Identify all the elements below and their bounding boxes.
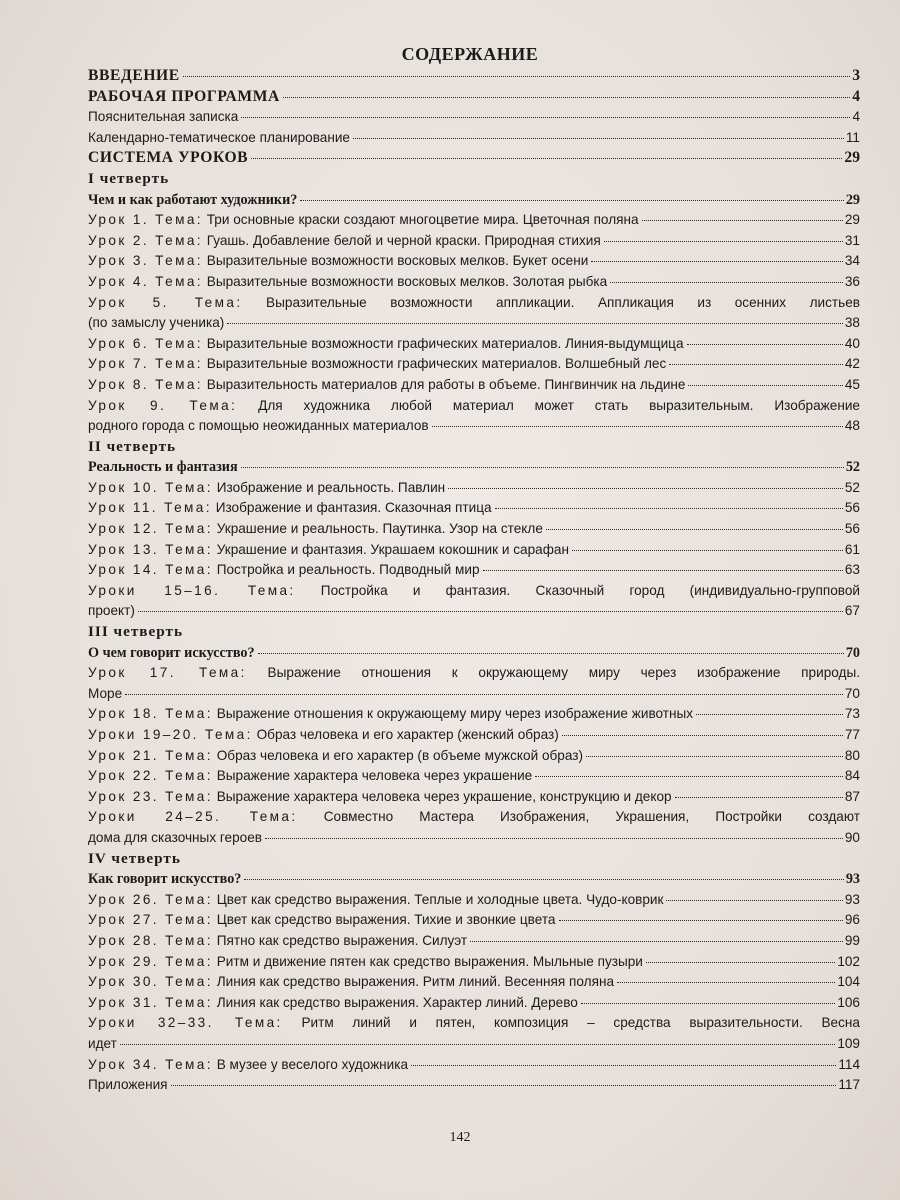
dot-leader — [572, 546, 843, 551]
entry-title: ВВЕДЕНИЕ — [88, 67, 180, 84]
toc-entry — [88, 66, 860, 87]
entry-continuation: проект) — [88, 603, 135, 619]
toc-entry-lesson — [88, 519, 860, 540]
dot-leader — [688, 381, 842, 386]
dot-leader — [241, 113, 850, 118]
dot-leader — [138, 607, 843, 612]
dot-leader — [696, 710, 843, 715]
lesson-title: Для художника любой материал может стать выразительным. Изображение — [258, 397, 860, 413]
entry-title: Как говорит искусство? — [88, 871, 242, 888]
page-ref: 93 — [845, 871, 860, 888]
page-ref: 45 — [844, 376, 860, 392]
lesson-title: Выразительные возможности восковых мелков. Золотая рыбка — [206, 273, 608, 289]
entry-continuation: дома для сказочных героев — [88, 829, 263, 845]
page-title: СОДЕРЖАНИЕ — [401, 44, 539, 64]
page-ref: 70 — [845, 644, 860, 661]
lesson-line — [88, 478, 445, 499]
dot-leader — [675, 793, 843, 798]
toc-entry — [88, 87, 860, 108]
dot-leader — [617, 978, 835, 983]
page-ref: 73 — [844, 706, 860, 722]
dot-leader — [495, 504, 843, 509]
lesson-label: Урок 7. Тема: — [88, 356, 203, 372]
page-ref: 114 — [838, 1056, 860, 1072]
lesson-title: Цвет как средство выражения. Тихие и звонкие цвета — [216, 912, 556, 928]
page-ref: 3 — [852, 67, 860, 84]
entry-title: Чем и как работают художники? — [88, 191, 298, 208]
dot-leader — [483, 566, 843, 571]
lesson-title: Украшение и фантазия. Украшаем кокошник и сарафан — [216, 541, 569, 557]
lesson-line — [88, 498, 492, 519]
lesson-title: Пятно как средство выражения. Силуэт — [216, 932, 468, 948]
lesson-title: Гуашь. Добавление белой и черной краски. Природная стихия — [206, 232, 601, 248]
section-heading — [88, 869, 860, 890]
dot-leader — [244, 875, 843, 880]
page-ref: 4 — [852, 87, 860, 105]
lesson-title: Постройка и реальность. Подводный мир — [216, 562, 480, 578]
lesson-label: Урок 28. Тема: — [88, 932, 213, 948]
entry-title: Реальность и фантазия — [88, 459, 238, 476]
lesson-label: Урок 6. Тема: — [88, 335, 203, 351]
entry-first-line — [88, 581, 860, 602]
lesson-label: Урок 4. Тема: — [88, 273, 203, 289]
dot-leader — [258, 649, 844, 654]
lesson-title: Выражение характера человека через украшение, конструкцию и декор — [216, 788, 672, 804]
toc-entry-lesson — [88, 766, 860, 787]
dot-leader — [183, 72, 850, 77]
page-ref: 117 — [838, 1077, 860, 1093]
quarter-heading: III четверть — [88, 623, 183, 641]
toc-entry-lesson — [88, 375, 860, 396]
toc-entry-lesson — [88, 1055, 860, 1076]
lesson-label: Урок 13. Тема: — [88, 541, 213, 557]
page-ref: 99 — [844, 932, 860, 948]
lesson-line — [88, 725, 559, 746]
entry-title: РАБОЧАЯ ПРОГРАММА — [88, 87, 280, 105]
lesson-title: Образ человека и его характер (женский образ) — [256, 727, 559, 742]
lesson-title: Линия как средство выражения. Характер линий. Дерево — [216, 994, 578, 1010]
lesson-line — [88, 540, 569, 561]
page-ref: 106 — [837, 994, 860, 1010]
entry-first-line — [88, 1013, 860, 1034]
page-ref: 4 — [852, 109, 860, 125]
entry-continuation: родного города с помощью неожиданных материалов — [88, 418, 429, 434]
lesson-line — [88, 210, 639, 231]
lesson-label: Урок 22. Тема: — [88, 768, 213, 784]
page-ref: 34 — [844, 253, 860, 269]
lesson-line — [88, 787, 672, 808]
page-ref: 38 — [844, 315, 860, 331]
toc-entry-lesson — [88, 540, 860, 561]
dot-leader — [586, 752, 843, 757]
page-ref: 84 — [844, 768, 860, 784]
entry-first-line — [88, 807, 860, 828]
toc-entry-lesson — [88, 931, 860, 952]
toc-entry-lesson — [88, 498, 860, 519]
toc-entry-lesson — [88, 231, 860, 252]
lesson-title: Выразительные возможности аппликации. Аппликация из осенних листьев — [266, 294, 860, 310]
lesson-title: Постройка и фантазия. Сказочный город (индивидуально-групповой — [320, 582, 860, 598]
section-heading — [88, 190, 860, 211]
page-ref: 11 — [845, 129, 860, 145]
section-heading — [88, 643, 860, 664]
dot-leader — [227, 319, 843, 324]
lesson-label: Урок 8. Тема: — [88, 376, 203, 392]
page-ref: 109 — [837, 1035, 860, 1051]
dot-leader — [666, 896, 842, 901]
lesson-label: Урок 27. Тема: — [88, 912, 213, 928]
lesson-label: Урок 2. Тема: — [88, 232, 203, 248]
page-ref: 29 — [845, 191, 860, 208]
entry-title: Календарно-тематическое планирование — [88, 129, 350, 145]
dot-leader — [171, 1081, 837, 1086]
page-ref: 67 — [844, 603, 860, 619]
page-ref: 48 — [844, 418, 860, 434]
dot-leader — [604, 237, 843, 242]
entry-first-line — [88, 293, 860, 314]
dot-leader — [562, 731, 843, 736]
lesson-title: Выражение характера человека через украшение — [216, 768, 533, 784]
toc-entry-lesson — [88, 581, 860, 622]
dot-leader — [120, 1040, 835, 1045]
lesson-label: Урок 10. Тема: — [88, 479, 213, 495]
page-ref: 61 — [844, 541, 860, 557]
dot-leader — [251, 154, 842, 159]
page-ref: 56 — [844, 521, 860, 537]
lesson-title: Три основные краски создают многоцветие мира. Цветочная поляна — [206, 212, 639, 228]
lesson-line — [88, 746, 583, 767]
dot-leader — [411, 1061, 836, 1066]
lesson-title: Изображение и фантазия. Сказочная птица — [215, 500, 492, 516]
page-ref: 40 — [844, 335, 860, 351]
page-ref: 77 — [844, 727, 860, 742]
lesson-title: Выражение отношения к окружающему миру через изображение животных — [216, 706, 694, 722]
dot-leader — [687, 340, 843, 345]
entry-continuation: Море — [88, 685, 123, 701]
lesson-title: Выражение отношения к окружающему миру через изображение природы. — [267, 665, 860, 681]
dot-leader — [470, 937, 843, 942]
lesson-title: Цвет как средство выражения. Теплые и холодные цвета. Чудо-коврик — [216, 891, 664, 907]
page-ref: 31 — [844, 232, 860, 248]
dot-leader — [610, 278, 843, 283]
dot-leader — [546, 525, 843, 530]
lesson-label: Урок 31. Тема: — [88, 994, 213, 1010]
toc-entry-lesson — [88, 334, 860, 355]
lesson-line — [88, 890, 663, 911]
dot-leader — [265, 834, 843, 839]
toc-entry-lesson — [88, 746, 860, 767]
lesson-title: Совместно Мастера Изображения, Украшения, Постройки создают — [323, 809, 860, 825]
dot-leader — [646, 958, 835, 963]
lesson-line — [88, 910, 556, 931]
page-ref: 102 — [837, 953, 860, 969]
toc-entry-lesson — [88, 807, 860, 848]
entry-title: СИСТЕМА УРОКОВ — [88, 149, 249, 167]
lesson-label: Урок 14. Тема: — [88, 562, 213, 578]
page-ref: 52 — [844, 479, 860, 495]
page-ref: 42 — [844, 356, 860, 372]
dot-leader — [581, 999, 835, 1004]
lesson-label: Урок 30. Тема: — [88, 974, 213, 990]
dot-leader — [241, 463, 844, 468]
lesson-line — [88, 272, 607, 293]
lesson-title: В музее у веселого художника — [216, 1056, 409, 1072]
entry-title: О чем говорит искусство? — [88, 644, 255, 661]
toc-entry — [88, 107, 860, 128]
toc-entry-lesson — [88, 663, 860, 704]
lesson-label: Урок 5. Тема: — [88, 294, 243, 310]
lesson-title: Украшение и реальность. Паутинка. Узор на стекле — [216, 521, 543, 537]
lesson-label: Урок 18. Тема: — [88, 706, 213, 722]
toc-entry-lesson — [88, 704, 860, 725]
lesson-line — [88, 952, 643, 973]
page-ref: 90 — [844, 829, 860, 845]
lesson-label: Урок 3. Тема: — [88, 253, 203, 269]
lesson-label: Урок 34. Тема: — [88, 1056, 213, 1072]
lesson-line — [88, 375, 685, 396]
dot-leader — [353, 134, 844, 139]
page-ref: 29 — [844, 212, 860, 228]
lesson-label: Урок 11. Тема: — [88, 500, 212, 516]
page-ref: 87 — [844, 788, 860, 804]
toc-entry — [88, 128, 860, 149]
toc-entry-lesson — [88, 396, 860, 437]
page-ref: 93 — [844, 891, 860, 907]
page-ref: 52 — [845, 459, 860, 476]
dot-leader — [535, 772, 843, 777]
lesson-line — [88, 354, 666, 375]
entry-title: Пояснительная записка — [88, 109, 239, 125]
lesson-title: Выразительные возможности графических материалов. Линия-выдумщица — [206, 335, 684, 351]
lesson-line — [88, 231, 601, 252]
toc-entry-lesson — [88, 787, 860, 808]
lesson-label: Уроки 32–33. Тема: — [88, 1015, 283, 1031]
lesson-label: Урок 17. Тема: — [88, 665, 247, 681]
lesson-title: Образ человека и его характер (в объеме мужской образ) — [216, 747, 584, 763]
dot-leader — [125, 690, 843, 695]
page-ref: 70 — [844, 685, 860, 701]
dot-leader — [559, 916, 843, 921]
lesson-label: Урок 21. Тема: — [88, 747, 213, 763]
lesson-title: Ритм и движение пятен как средство выражения. Мыльные пузыри — [216, 953, 643, 969]
toc-entry-lesson — [88, 972, 860, 993]
lesson-label: Уроки 24–25. Тема: — [88, 809, 298, 825]
lesson-title: Изображение и реальность. Павлин — [216, 479, 446, 495]
toc-entry-lesson — [88, 251, 860, 272]
lesson-title: Ритм линий и пятен, композиция – средства выразительности. Весна — [301, 1015, 860, 1031]
page-ref: 96 — [844, 912, 860, 928]
quarter-heading: II четверть — [88, 437, 177, 455]
lesson-title: Выразительные возможности графических материалов. Волшебный лес — [206, 356, 667, 372]
lesson-line — [88, 972, 614, 993]
lesson-label: Урок 12. Тема: — [88, 521, 213, 537]
lesson-title: Выразительные возможности восковых мелков. Букет осени — [206, 253, 589, 269]
entry-title: Приложения — [88, 1077, 168, 1093]
lesson-label: Урок 26. Тема: — [88, 891, 213, 907]
dot-leader — [669, 360, 843, 365]
toc-entry — [88, 148, 860, 169]
dot-leader — [283, 93, 850, 98]
toc-entry-lesson — [88, 890, 860, 911]
entry-first-line — [88, 396, 860, 417]
quarter-heading: I четверть — [88, 169, 170, 187]
lesson-line — [88, 519, 543, 540]
page-number: 142 — [449, 1130, 471, 1145]
lesson-line — [88, 931, 467, 952]
lesson-line — [88, 766, 532, 787]
dot-leader — [642, 216, 843, 221]
page-ref: 36 — [844, 273, 860, 289]
dot-leader — [300, 196, 843, 201]
dot-leader — [448, 484, 843, 489]
toc-entry-lesson — [88, 293, 860, 334]
lesson-title: Выразительность материалов для работы в объеме. Пингвинчик на льдине — [206, 376, 686, 392]
toc-entry-lesson — [88, 952, 860, 973]
toc-entry-lesson — [88, 910, 860, 931]
entry-continuation: (по замыслу ученика) — [88, 315, 225, 331]
table-of-contents — [88, 66, 860, 1096]
page-ref: 104 — [837, 974, 860, 990]
lesson-line — [88, 251, 588, 272]
lesson-label: Урок 29. Тема: — [88, 953, 213, 969]
lesson-label: Урок 9. Тема: — [88, 397, 238, 413]
lesson-line — [88, 560, 480, 581]
section-heading — [88, 457, 860, 478]
toc-entry-lesson — [88, 1013, 860, 1054]
lesson-label: Урок 23. Тема: — [88, 788, 213, 804]
lesson-label: Урок 1. Тема: — [88, 212, 203, 228]
toc-entry-lesson — [88, 478, 860, 499]
toc-entry-lesson — [88, 272, 860, 293]
entry-first-line — [88, 663, 860, 684]
lesson-label: Уроки 19–20. Тема: — [88, 727, 253, 742]
page-ref: 80 — [844, 747, 860, 763]
entry-continuation: идет — [88, 1035, 117, 1051]
lesson-line — [88, 1055, 408, 1076]
toc-entry-lesson — [88, 354, 860, 375]
page-ref: 29 — [844, 149, 860, 167]
page-ref: 63 — [844, 562, 860, 578]
toc-entry-lesson — [88, 725, 860, 746]
dot-leader — [432, 422, 843, 427]
toc-entry — [88, 1075, 860, 1096]
page-ref: 56 — [844, 500, 860, 516]
toc-entry-lesson — [88, 210, 860, 231]
toc-entry-lesson — [88, 560, 860, 581]
lesson-line — [88, 334, 684, 355]
dot-leader — [591, 257, 843, 262]
quarter-heading: IV четверть — [88, 849, 181, 867]
lesson-line — [88, 704, 693, 725]
lesson-title: Линия как средство выражения. Ритм линий. Весенняя поляна — [216, 974, 615, 990]
lesson-label: Уроки 15–16. Тема: — [88, 582, 296, 598]
toc-entry-lesson — [88, 993, 860, 1014]
lesson-line — [88, 993, 578, 1014]
